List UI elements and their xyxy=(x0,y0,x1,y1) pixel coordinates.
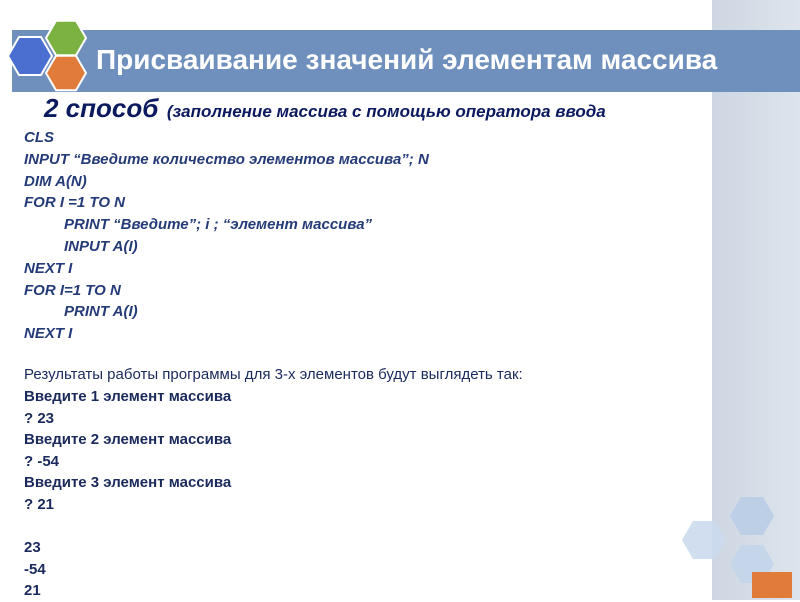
orange-square xyxy=(752,572,792,598)
output-line: ? 23 xyxy=(24,409,55,427)
code-line: PRINT A(I) xyxy=(64,303,138,321)
deco-hexagon-left xyxy=(682,521,726,559)
code-line: INPUT “Введите количество элементов массива”; N xyxy=(24,150,429,168)
orange-hexagon xyxy=(46,56,86,91)
decorative-hexagons xyxy=(668,490,800,600)
output-line: ? -54 xyxy=(24,452,60,470)
code-line: FOR I =1 TO N xyxy=(24,194,125,212)
output-line: 23 xyxy=(24,539,41,557)
output-line: ? 21 xyxy=(24,495,55,513)
output-line: Введите 1 элемент массива xyxy=(24,388,232,405)
deco-hexagon-top xyxy=(730,497,774,535)
output-line: Введите 2 элемент массива xyxy=(24,431,232,449)
code-line: INPUT A(I) xyxy=(64,237,138,255)
method-number: 2 способ xyxy=(44,93,159,123)
output-intro: Результаты работы программы для 3-х элементов будут выглядеть так: xyxy=(24,366,523,383)
code-line: DIM A(N) xyxy=(24,172,87,190)
slide-title: Присваивание значений элементам массива xyxy=(96,44,718,75)
code-line: NEXT I xyxy=(24,325,73,343)
output-line: 21 xyxy=(24,582,41,600)
code-line: NEXT I xyxy=(24,259,73,277)
output-line: Введите 3 элемент массива xyxy=(24,474,232,492)
output-line: -54 xyxy=(24,560,46,578)
output-lines xyxy=(24,386,523,602)
code-line: FOR I=1 TO N xyxy=(24,281,121,299)
code-line: CLS xyxy=(24,129,54,146)
code-listing xyxy=(24,127,429,345)
green-hexagon xyxy=(46,21,86,56)
output-blank-line xyxy=(24,516,523,538)
code-line: PRINT “Введите”; i ; “элемент массива” xyxy=(64,216,373,234)
method-description: (заполнение массива с помощью оператора ввода xyxy=(166,102,606,121)
blue-hexagon xyxy=(8,37,52,75)
program-output xyxy=(24,364,523,602)
subheading xyxy=(44,93,606,124)
